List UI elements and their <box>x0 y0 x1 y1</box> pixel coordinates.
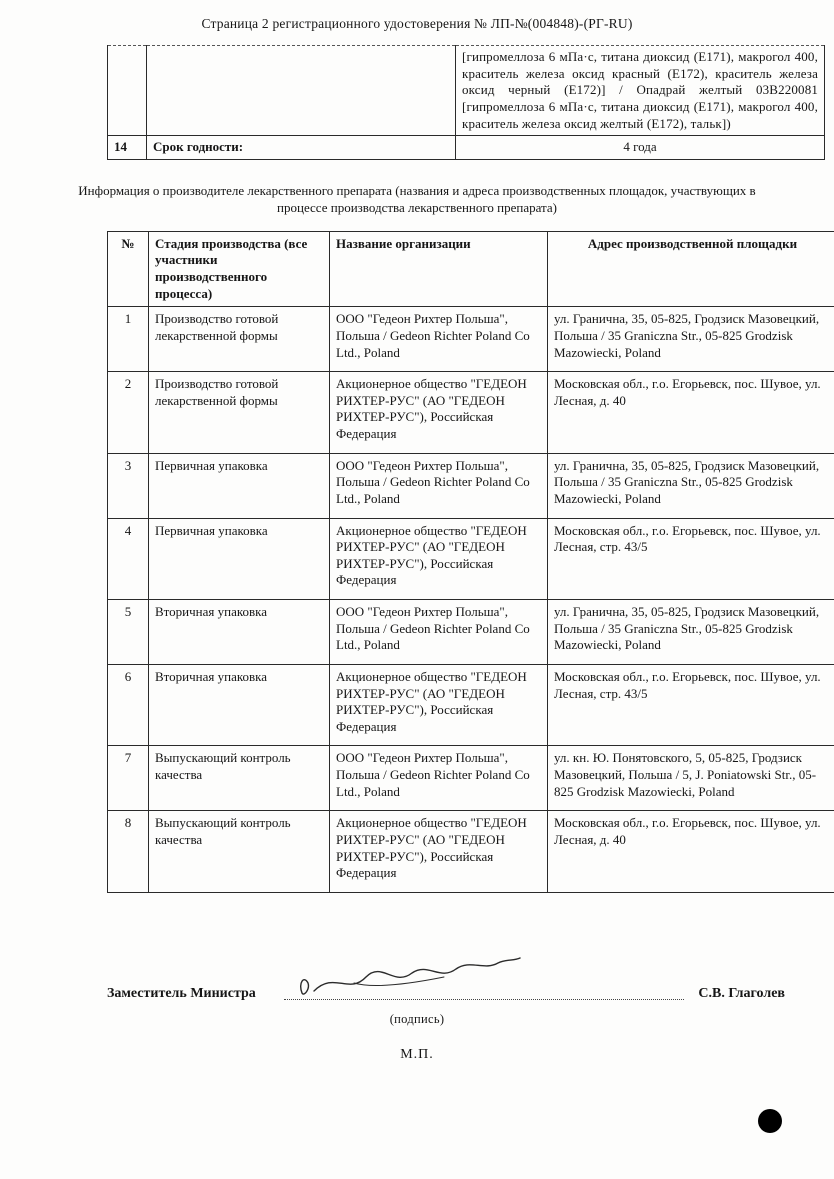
row-org: ООО "Гедеон Рихтер Польша", Польша / Gedeon Richter Poland Co Ltd., Poland <box>330 453 548 518</box>
row-stage: Первичная упаковка <box>149 518 330 600</box>
row-no: 6 <box>108 664 149 746</box>
header-org: Название организации <box>330 231 548 307</box>
row-org: Акционерное общество "ГЕДЕОН РИХТЕР-РУС" (АО "ГЕДЕОН РИХТЕР-РУС"), Российская Федерация <box>330 664 548 746</box>
row-no: 5 <box>108 600 149 665</box>
table-row <box>108 811 834 893</box>
table-row <box>108 307 834 372</box>
row-address: Московская обл., г.о. Егорьевск, пос. Шувое, ул. Лесная, стр. 43/5 <box>548 518 834 600</box>
page-header: Страница 2 регистрационного удостоверения № ЛП-№(004848)-(РГ-RU) <box>201 16 633 31</box>
row14-label: Срок годности: <box>147 136 456 160</box>
row-no: 4 <box>108 518 149 600</box>
table-row <box>108 600 834 665</box>
manufacturer-intro-paragraph: Информация о производителе лекарственного препарата (названия и адреса производственных площадок, участвующих в процессе производства лекарственного препарата) <box>78 182 756 216</box>
row-address: ул. Гранична, 35, 05-825, Гродзиск Мазовецкий, Польша / 35 Graniczna Str., 05-825 Grodzisk Mazowiecki, Poland <box>548 307 834 372</box>
row-stage: Выпускающий контроль качества <box>149 811 330 893</box>
row-address: ул. Гранична, 35, 05-825, Гродзиск Мазовецкий, Польша / 35 Graniczna Str., 05-825 Grodzisk Mazowiecki, Poland <box>548 600 834 665</box>
row-org: ООО "Гедеон Рихтер Польша", Польша / Gedeon Richter Poland Co Ltd., Poland <box>330 307 548 372</box>
manufacturers-table <box>107 231 834 893</box>
row-stage: Производство готовой лекарственной формы <box>149 372 330 454</box>
header-no: № <box>108 231 149 307</box>
table-row <box>108 518 834 600</box>
continuation-table <box>107 45 825 160</box>
row-no: 2 <box>108 372 149 454</box>
row14-no: 14 <box>108 136 147 160</box>
row-org: ООО "Гедеон Рихтер Польша", Польша / Gedeon Richter Poland Co Ltd., Poland <box>330 600 548 665</box>
row-no: 3 <box>108 453 149 518</box>
cont-text-cell: [гипромеллоза 6 мПа·с, титана диоксид (Е171), макрогол 400, краситель железа оксид красный (Е172), краситель железа оксид черный (Е172)] / Опадрай желтый 03В220081 [гипромеллоза 6 мПа·с, титана диоксид (Е171), макрогол 400, краситель железа оксид желтый (Е172), тальк]) <box>456 46 825 136</box>
row-org: Акционерное общество "ГЕДЕОН РИХТЕР-РУС" (АО "ГЕДЕОН РИХТЕР-РУС"), Российская Федерация <box>330 518 548 600</box>
row-address: ул. Гранична, 35, 05-825, Гродзиск Мазовецкий, Польша / 35 Graniczna Str., 05-825 Grodzisk Mazowiecki, Poland <box>548 453 834 518</box>
header-stage: Стадия производства (все участники производственного процесса) <box>149 231 330 307</box>
row-org: Акционерное общество "ГЕДЕОН РИХТЕР-РУС" (АО "ГЕДЕОН РИХТЕР-РУС"), Российская Федерация <box>330 372 548 454</box>
table-row <box>108 664 834 746</box>
table-row <box>108 746 834 811</box>
row-no: 7 <box>108 746 149 811</box>
signatory-name: С.В. Глаголев <box>698 985 785 1001</box>
row-stage: Производство готовой лекарственной формы <box>149 307 330 372</box>
row-stage: Вторичная упаковка <box>149 664 330 746</box>
table-row <box>108 372 834 454</box>
row14-value: 4 года <box>456 136 825 160</box>
row-address: Московская обл., г.о. Егорьевск, пос. Шувое, ул. Лесная, стр. 43/5 <box>548 664 834 746</box>
row-no: 8 <box>108 811 149 893</box>
row-address: Московская обл., г.о. Егорьевск, пос. Шувое, ул. Лесная, д. 40 <box>548 811 834 893</box>
signature-block <box>107 951 785 1002</box>
row-no: 1 <box>108 307 149 372</box>
cont-no-cell <box>108 46 147 136</box>
row-stage: Выпускающий контроль качества <box>149 746 330 811</box>
row-org: ООО "Гедеон Рихтер Польша", Польша / Gedeon Richter Poland Co Ltd., Poland <box>330 746 548 811</box>
row-stage: Первичная упаковка <box>149 453 330 518</box>
signature-mark <box>294 953 524 1005</box>
signature-line <box>284 951 685 1000</box>
row-org: Акционерное общество "ГЕДЕОН РИХТЕР-РУС" (АО "ГЕДЕОН РИХТЕР-РУС"), Российская Федерация <box>330 811 548 893</box>
punch-hole-dot <box>758 1109 782 1133</box>
cont-label-cell <box>147 46 456 136</box>
row-address: ул. кн. Ю. Понятовского, 5, 05-825, Гродзиск Мазовецкий, Польша / 5, J. Poniatowski Str., 05-825 Grodzisk Mazowiecki, Poland <box>548 746 834 811</box>
table-row <box>108 453 834 518</box>
table-header-row <box>108 231 834 307</box>
row-stage: Вторичная упаковка <box>149 600 330 665</box>
seal-mark: М.П. <box>400 1046 434 1062</box>
header-address: Адрес производственной площадки <box>548 231 834 307</box>
signatory-title: Заместитель Министра <box>107 985 256 1001</box>
signature-caption: (подпись) <box>389 1011 445 1026</box>
row-address: Московская обл., г.о. Егорьевск, пос. Шувое, ул. Лесная, д. 40 <box>548 372 834 454</box>
